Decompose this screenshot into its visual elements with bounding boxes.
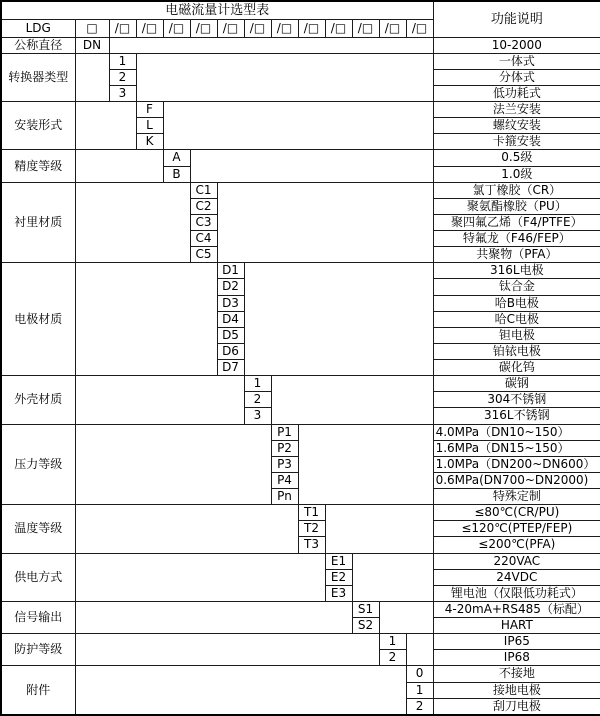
- model-slot: /□: [298, 19, 325, 37]
- spacer-cell: [352, 553, 433, 601]
- code-cell: C3: [190, 214, 217, 230]
- desc-cell: 1.6MPa（DN15~150）: [433, 440, 600, 456]
- spacer-cell: [325, 505, 433, 553]
- spacer-cell: [75, 182, 190, 263]
- code-cell: C5: [190, 247, 217, 263]
- code-cell: D7: [217, 360, 244, 376]
- code-cell: S1: [352, 601, 379, 617]
- desc-cell: 特氟龙（F46/FEP）: [433, 231, 600, 247]
- code-cell: P2: [271, 440, 298, 456]
- code-cell: K: [136, 134, 163, 150]
- table-title: 电磁流量计选型表: [1, 1, 433, 19]
- model-slot: /□: [217, 19, 244, 37]
- spacer-cell: [379, 601, 433, 633]
- desc-cell: IP65: [433, 634, 600, 650]
- code-cell: E2: [325, 569, 352, 585]
- desc-cell: 220VAC: [433, 553, 600, 569]
- spacer-cell: [75, 505, 298, 553]
- desc-cell: 316L电极: [433, 263, 600, 279]
- code-cell: P3: [271, 456, 298, 472]
- code-cell: P4: [271, 472, 298, 488]
- desc-cell: HART: [433, 618, 600, 634]
- spacer-cell: [75, 553, 325, 601]
- code-cell: A: [163, 150, 190, 166]
- category-installation: 安装形式: [1, 102, 75, 150]
- spacer-cell: [271, 376, 433, 424]
- code-cell: D5: [217, 327, 244, 343]
- spacer-cell: [109, 37, 433, 53]
- category-temperature-rating: 温度等级: [1, 505, 75, 553]
- category-liner-material: 衬里材质: [1, 182, 75, 263]
- code-cell: D3: [217, 295, 244, 311]
- desc-cell: 螺纹安装: [433, 118, 600, 134]
- model-base-box: □: [75, 19, 109, 37]
- code-cell: 3: [244, 408, 271, 424]
- category-protection-rating: 防护等级: [1, 634, 75, 666]
- desc-cell: 接地电极: [433, 682, 600, 698]
- desc-cell: 聚四氟乙烯（F4/PTFE）: [433, 214, 600, 230]
- code-cell: 2: [109, 69, 136, 85]
- code-cell: B: [163, 166, 190, 182]
- desc-cell: 碳钢: [433, 376, 600, 392]
- desc-cell: ≤120℃(PTEP/FEP): [433, 521, 600, 537]
- category-housing-material: 外壳材质: [1, 376, 75, 424]
- code-cell: DN: [75, 37, 109, 53]
- spacer-cell: [298, 424, 433, 505]
- code-cell: 0: [406, 666, 433, 682]
- desc-cell: 0.6MPa(DN700~DN2000): [433, 472, 600, 488]
- category-converter-type: 转换器类型: [1, 53, 75, 101]
- code-cell: D4: [217, 311, 244, 327]
- model-prefix: LDG: [1, 19, 75, 37]
- desc-cell: 哈B电极: [433, 295, 600, 311]
- desc-cell: 氯丁橡胶（CR）: [433, 182, 600, 198]
- code-cell: 1: [109, 53, 136, 69]
- code-cell: 2: [379, 650, 406, 666]
- code-cell: S2: [352, 618, 379, 634]
- desc-cell: ≤200℃(PFA): [433, 537, 600, 553]
- model-slot: /□: [406, 19, 433, 37]
- desc-cell: 4-20mA+RS485（标配）: [433, 601, 600, 617]
- spacer-cell: [75, 666, 406, 715]
- desc-cell: 304不锈钢: [433, 392, 600, 408]
- model-slot: /□: [244, 19, 271, 37]
- category-accessories: 附件: [1, 666, 75, 715]
- spacer-cell: [75, 102, 136, 150]
- code-cell: E1: [325, 553, 352, 569]
- model-slot: /□: [352, 19, 379, 37]
- desc-cell: 铂铱电极: [433, 343, 600, 359]
- category-power-supply: 供电方式: [1, 553, 75, 601]
- spacer-cell: [75, 376, 244, 424]
- spacer-cell: [406, 634, 433, 666]
- category-electrode-material: 电极材质: [1, 263, 75, 376]
- model-slot: /□: [136, 19, 163, 37]
- code-cell: 1: [244, 376, 271, 392]
- desc-cell: 钛合金: [433, 279, 600, 295]
- code-cell: T2: [298, 521, 325, 537]
- code-cell: C1: [190, 182, 217, 198]
- code-cell: E3: [325, 585, 352, 601]
- category-pressure-rating: 压力等级: [1, 424, 75, 505]
- desc-cell: 卡箍安装: [433, 134, 600, 150]
- code-cell: 2: [406, 698, 433, 715]
- spacer-cell: [163, 102, 433, 150]
- model-slot: /□: [271, 19, 298, 37]
- spacer-cell: [75, 601, 352, 633]
- model-slot: /□: [379, 19, 406, 37]
- desc-cell: IP68: [433, 650, 600, 666]
- spacer-cell: [244, 263, 433, 376]
- desc-cell: 4.0MPa（DN10~150）: [433, 424, 600, 440]
- model-slot: /□: [163, 19, 190, 37]
- desc-cell: 低功耗式: [433, 85, 600, 101]
- spacer-cell: [75, 53, 109, 101]
- desc-cell: 锂电池（仅限低功耗式）: [433, 585, 600, 601]
- desc-cell: 24VDC: [433, 569, 600, 585]
- code-cell: D6: [217, 343, 244, 359]
- code-cell: T3: [298, 537, 325, 553]
- spacer-cell: [75, 424, 271, 505]
- spacer-cell: [75, 634, 379, 666]
- code-cell: L: [136, 118, 163, 134]
- function-column-header: 功能说明: [433, 1, 600, 37]
- code-cell: P1: [271, 424, 298, 440]
- spacer-cell: [136, 53, 433, 101]
- code-cell: F: [136, 102, 163, 118]
- desc-cell: 哈C电极: [433, 311, 600, 327]
- desc-cell: 1.0MPa（DN200~DN600）: [433, 456, 600, 472]
- desc-cell: 316L不锈钢: [433, 408, 600, 424]
- model-slot: /□: [325, 19, 352, 37]
- desc-cell: 1.0级: [433, 166, 600, 182]
- category-signal-output: 信号输出: [1, 601, 75, 633]
- desc-cell: 共聚物（PFA）: [433, 247, 600, 263]
- desc-cell: 聚氨酯橡胶（PU）: [433, 198, 600, 214]
- spacer-cell: [190, 150, 433, 182]
- spacer-cell: [75, 150, 163, 182]
- desc-cell: 0.5级: [433, 150, 600, 166]
- desc-cell: 分体式: [433, 69, 600, 85]
- desc-cell: 特殊定制: [433, 489, 600, 505]
- code-cell: 2: [244, 392, 271, 408]
- spacer-cell: [75, 263, 217, 376]
- code-cell: T1: [298, 505, 325, 521]
- desc-cell: ≤80℃(CR/PU): [433, 505, 600, 521]
- code-cell: 3: [109, 85, 136, 101]
- desc-cell: 法兰安装: [433, 102, 600, 118]
- code-cell: C4: [190, 231, 217, 247]
- code-cell: D1: [217, 263, 244, 279]
- desc-cell: 10-2000: [433, 37, 600, 53]
- desc-cell: 钽电极: [433, 327, 600, 343]
- model-slot: /□: [190, 19, 217, 37]
- code-cell: D2: [217, 279, 244, 295]
- desc-cell: 碳化钨: [433, 360, 600, 376]
- desc-cell: 不接地: [433, 666, 600, 682]
- category-nominal-diameter: 公称直径: [1, 37, 75, 53]
- code-cell: C2: [190, 198, 217, 214]
- model-slot: /□: [109, 19, 136, 37]
- code-cell: Pn: [271, 489, 298, 505]
- code-cell: 1: [406, 682, 433, 698]
- spacer-cell: [217, 182, 433, 263]
- category-accuracy: 精度等级: [1, 150, 75, 182]
- desc-cell: 刮刀电极: [433, 698, 600, 715]
- code-cell: 1: [379, 634, 406, 650]
- desc-cell: 一体式: [433, 53, 600, 69]
